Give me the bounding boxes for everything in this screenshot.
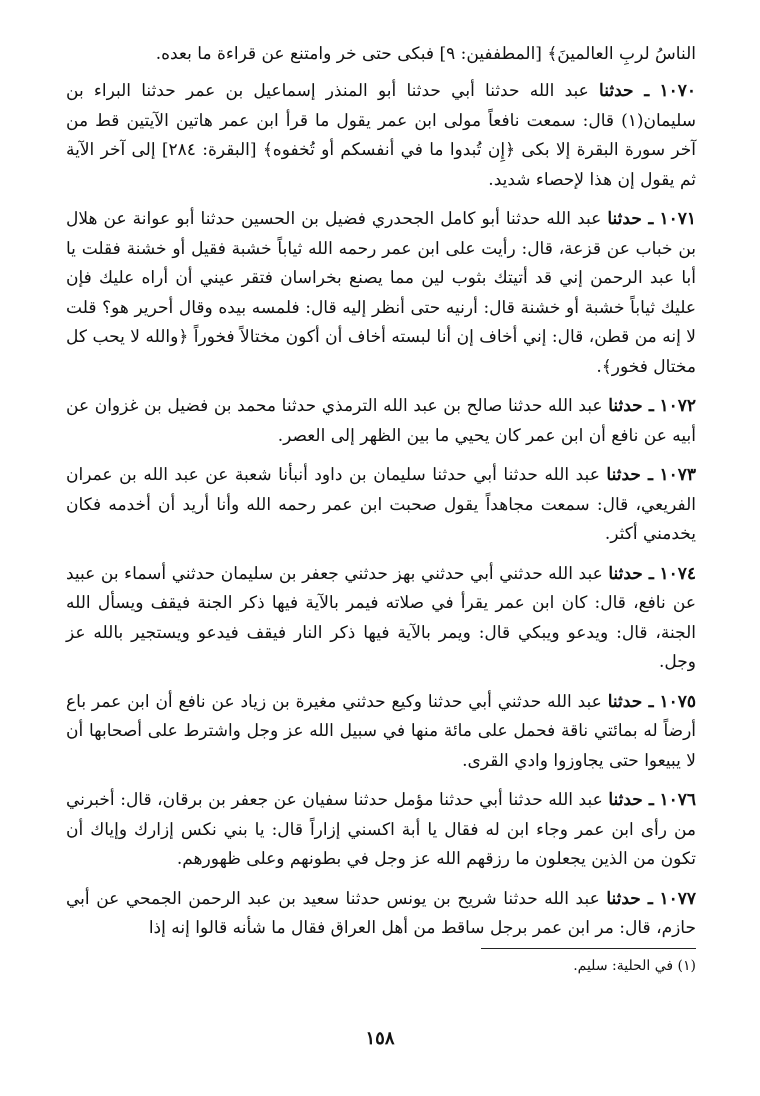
hadith-1077: ١٠٧٧ ـ حدثنا عبد الله حدثنا شريح بن يونس حدثنا سعيد بن عبد الرحمن الجمحي عن أبي حازم، قال: مر ابن عمر برجل ساقط من أهل العراق فقال ما شأنه قالوا إنه إذا	[66, 888, 697, 938]
hadith-text: عبد الله حدثنا أبي حدثنا مؤمل حدثنا سفيان عن جعفر بن برقان، قال: أخبرني من رأى ابن عمر وجاء ابن له فقال يا أبة اكسني إزاراً قال: يا بني نكس إزارك وإياك أن تكون من الذين يجعلون ما رزقهم الله عز وجل في بطونهم وعلى ظهورهم.	[66, 790, 696, 869]
opening-line: الناسُ لربِ العالمينَ﴾ [المطففين: ٩] فبكى حتى خر وامتنع عن قراءة ما بعده.	[155, 44, 696, 64]
hadith-number: ١٠٧٧	[659, 888, 697, 909]
hadith-number: ١٠٧٥	[659, 691, 697, 712]
hadith-1076: ١٠٧٦ ـ حدثنا عبد الله حدثنا أبي حدثنا مؤمل حدثنا سفيان عن جعفر بن برقان، قال: أخبرني من رأى ابن عمر وجاء ابن له فقال يا أبة اكسني إزاراً قال: يا بني نكس إزارك وإياك أن تكون من الذين يجعلون ما رزقهم الله عز وجل في بطونهم وعلى ظهورهم.	[66, 790, 696, 869]
hadith-text: عبد الله حدثنا أبو كامل الجحدري فضيل بن الحسين حدثنا أبو عوانة عن هلال بن خباب عن قزعة، قال: رأيت على ابن عمر رحمه الله ثياباً خشبة فقيل أو خشنة فقلت يا أبا عبد الرحمن إني قد أتيتك بثوب لين مما يصنع بخراسان فتقر عيني أن أراه عليك فإن عليك ثياباً خشبة أو خشنة قال: أرنيه حتى أنظر إليه قال: فلمسه بيده وقال أحرير هو؟ قلت لا إنه من قطن، قال: إني أخاف إن أنا لبسته أخاف أن أكون مختالاً فخوراً ﴿والله لا يحب كل مختال فخور﴾.	[66, 209, 696, 377]
hadith-1073: ١٠٧٣ ـ حدثنا عبد الله حدثنا أبي حدثنا سليمان بن داود أنبأنا شعبة عن عبد الله بن عمران الفريعي، قال: سمعت مجاهداً يقول صحبت ابن عمر رحمه الله وأنا أريد أن أخدمه فكان يخدمني أكثر.	[66, 465, 697, 544]
hadith-keyword: حدثنا	[606, 465, 641, 485]
hadith-keyword: حدثنا	[607, 209, 642, 229]
hadith-text: عبد الله حدثني أبي حدثنا وكيع حدثني مغيرة بن زياد عن نافع أن ابن عمر باع أرضاً له بمائتي ناقة فحمل على مائة منها في سبيل الله عز وجل واشترط على أصحابها أن لا يبيعوا حتى يجاوزوا وادي القرى.	[66, 691, 696, 771]
hadith-number: ١٠٧٠	[659, 81, 697, 101]
hadith-keyword: حدثنا	[608, 563, 643, 584]
hadith-keyword: حدثنا	[608, 396, 643, 416]
hadith-number: ١٠٧٢	[659, 396, 696, 416]
page-number: ١٥٨	[365, 1028, 395, 1049]
hadith-1072: ١٠٧٢ ـ حدثنا عبد الله حدثنا صالح بن عبد الله الترمذي حدثنا محمد بن فضيل بن غزوان عن أبيه عن نافع أن ابن عمر كان يحيي ما بين الظهر إلى العصر.	[66, 396, 696, 446]
page-body	[66, 40, 696, 979]
hadith-number: ١٠٧١	[659, 209, 696, 229]
hadith-1070: ١٠٧٠ ـ حدثنا عبد الله حدثنا أبي حدثنا أبو المنذر إسماعيل بن عمر حدثنا البراء بن سليمان(١) قال: سمعت نافعاً مولى ابن عمر يقول ما قرأ ابن عمر هاتين الآيتين قط من آخر سورة البقرة إلا بكى ﴿إِن تُبدوا ما في أنفسكم أو تُخفوه﴾ [البقرة: ٢٨٤] إلى آخر الآية ثم يقول إن هذا لإحصاء شديد.	[66, 81, 697, 190]
hadith-1074: ١٠٧٤ ـ حدثنا عبد الله حدثني أبي حدثني بهز حدثني جعفر بن سليمان حدثني أسماء بن عبيد عن نافع، قال: كان ابن عمر يقرأ في صلاته فيمر بالآية فيها ذكر الجنة فيقف ويسأل الله الجنة، قال: ويدعو ويبكي قال: ويمر بالآية فيها ذكر النار فيقف فيدعو ويستجير بالله عز وجل.	[66, 563, 697, 672]
hadith-text: عبد الله حدثنا أبي حدثنا سليمان بن داود أنبأنا شعبة عن عبد الله بن عمران الفريعي، قال: سمعت مجاهداً يقول صحبت ابن عمر رحمه الله وأنا أريد أن أخدمه فكان يخدمني أكثر.	[66, 465, 696, 544]
hadith-number: ١٠٧٣	[659, 465, 697, 485]
hadith-text: عبد الله حدثنا أبي حدثنا أبو المنذر إسماعيل بن عمر حدثنا البراء بن سليمان(١) قال: سمعت نافعاً مولى ابن عمر يقول ما قرأ ابن عمر هاتين الآيتين قط من آخر سورة البقرة إلا بكى ﴿إِن تُبدوا ما في أنفسكم أو تُخفوه﴾ [البقرة: ٢٨٤] إلى آخر الآية ثم يقول إن هذا لإحصاء شديد.	[66, 81, 696, 190]
hadith-1071: ١٠٧١ ـ حدثنا عبد الله حدثنا أبو كامل الجحدري فضيل بن الحسين حدثنا أبو عوانة عن هلال بن خباب عن قزعة، قال: رأيت على ابن عمر رحمه الله ثياباً خشبة فقيل أو خشنة فقلت يا أبا عبد الرحمن إني قد أتيتك بثوب لين مما يصنع بخراسان فتقر عيني أن أراه عليك فإن عليك ثياباً خشبة أو خشنة قال: أرنيه حتى أنظر إليه قال: فلمسه بيده وقال أحرير هو؟ قلت لا إنه من قطن، قال: إني أخاف إن أنا لبسته أخاف أن أكون مختالاً فخوراً ﴿والله لا يحب كل مختال فخور﴾.	[66, 209, 696, 377]
hadith-keyword: حدثنا	[599, 81, 634, 101]
hadith-number: ١٠٧٤	[659, 563, 697, 584]
hadith-keyword: حدثنا	[607, 691, 643, 712]
footnote-divider	[481, 948, 696, 949]
hadith-text: عبد الله حدثنا صالح بن عبد الله الترمذي حدثنا محمد بن فضيل بن غزوان عن أبيه عن نافع أن ابن عمر كان يحيي ما بين الظهر إلى العصر.	[66, 396, 696, 446]
hadith-text: عبد الله حدثني أبي حدثني بهز حدثني جعفر بن سليمان حدثني أسماء بن عبيد عن نافع، قال: كان ابن عمر يقرأ في صلاته فيمر بالآية فيها ذكر الجنة فيقف ويسأل الله الجنة، قال: ويدعو ويبكي قال: ويمر بالآية فيها ذكر النار فيقف فيدعو ويستجير بالله عز وجل.	[66, 563, 696, 672]
hadith-text: عبد الله حدثنا شريح بن يونس حدثنا سعيد بن عبد الرحمن الجمحي عن أبي حازم، قال: مر ابن عمر برجل ساقط من أهل العراق فقال ما شأنه قالوا إنه إذا	[66, 888, 696, 938]
hadith-keyword: حدثنا	[606, 888, 641, 909]
hadith-1075: ١٠٧٥ ـ حدثنا عبد الله حدثني أبي حدثنا وكيع حدثني مغيرة بن زياد عن نافع أن ابن عمر باع أرضاً له بمائتي ناقة فحمل على مائة منها في سبيل الله عز وجل واشترط على أصحابها أن لا يبيعوا حتى يجاوزوا وادي القرى.	[66, 691, 697, 771]
hadith-list	[66, 77, 696, 944]
footnote: (١) في الحلية: سليم.	[573, 957, 696, 974]
hadith-number: ١٠٧٦	[659, 790, 696, 810]
hadith-keyword: حدثنا	[608, 790, 643, 810]
